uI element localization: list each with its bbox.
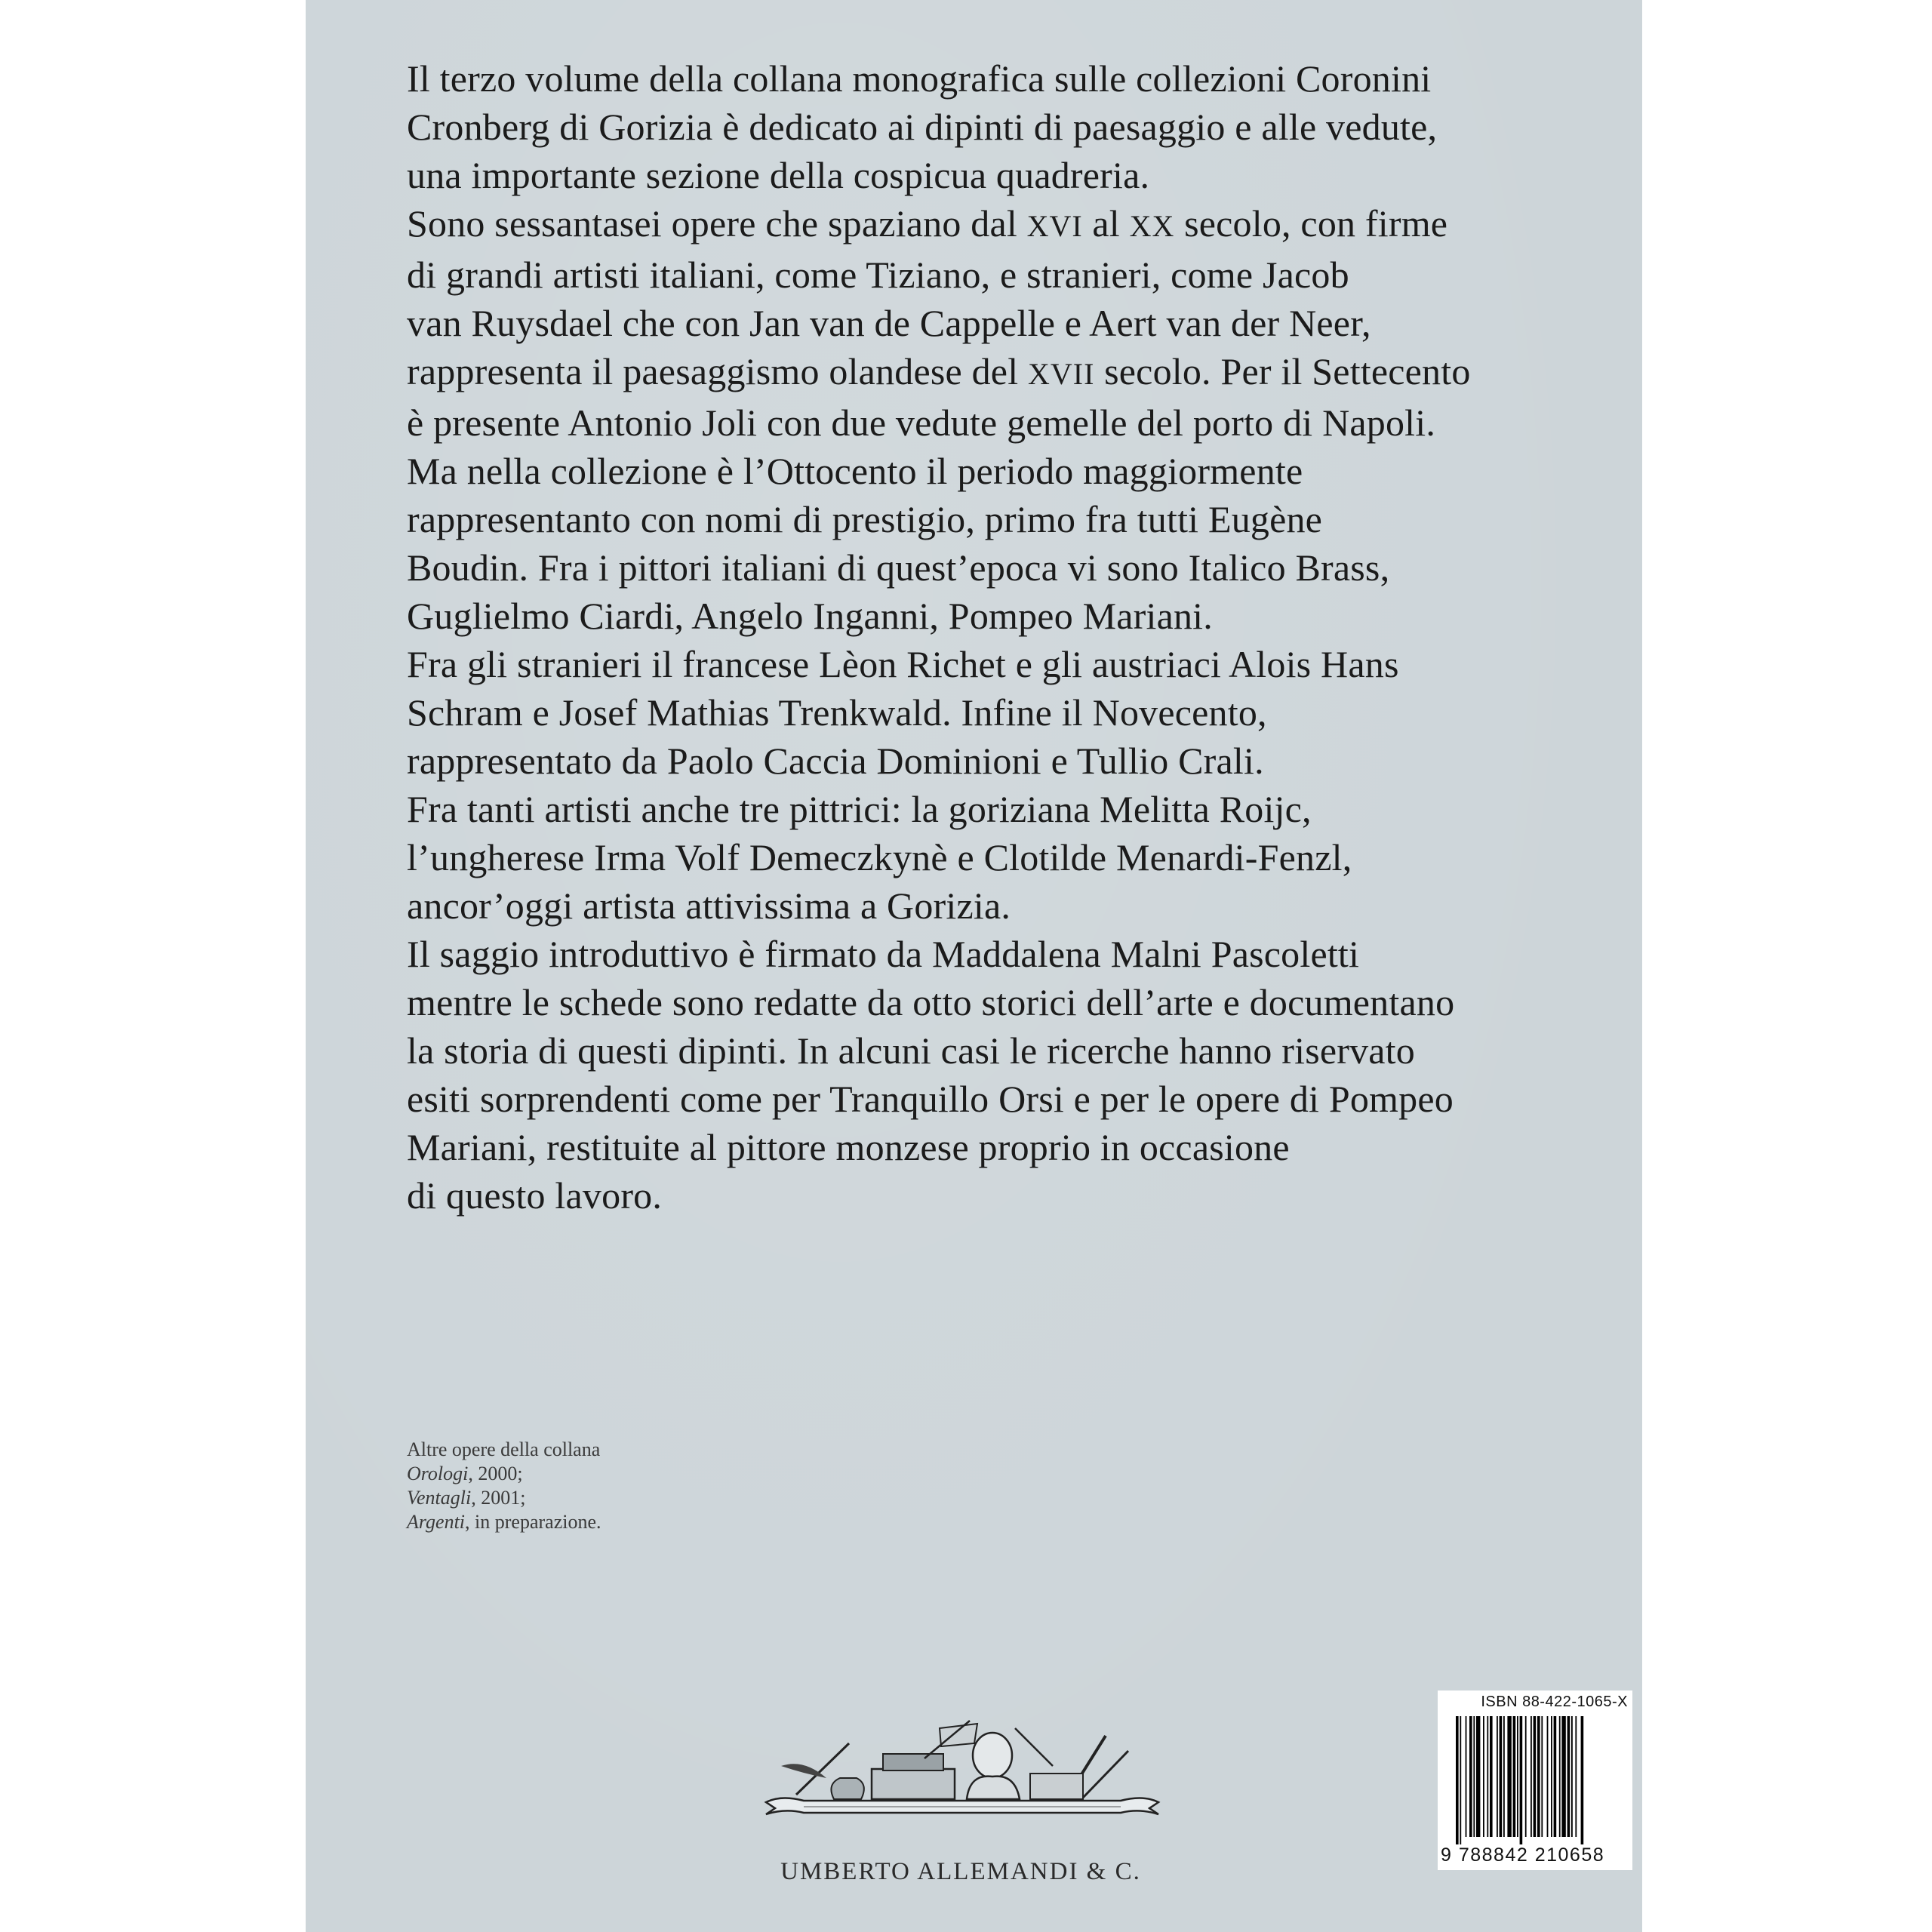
barcode-bar xyxy=(1500,1716,1503,1837)
barcode-bar xyxy=(1537,1716,1540,1837)
isbn-barcode-box xyxy=(1438,1690,1632,1870)
barcode-bar xyxy=(1559,1716,1561,1837)
barcode-bar xyxy=(1469,1716,1472,1837)
series-item: Argenti, in preparazione. xyxy=(407,1511,601,1533)
barcode-bar xyxy=(1581,1716,1584,1844)
text-line: la storia di questi dipinti. In alcuni casi le ricerche hanno riservato xyxy=(407,1029,1415,1072)
text-line: rappresentanto con nomi di prestigio, primo fra tutti Eugène xyxy=(407,498,1323,540)
barcode-bar xyxy=(1517,1716,1518,1837)
publisher-logo-engraving xyxy=(751,1713,1174,1834)
description-text xyxy=(407,54,1554,1220)
series-item: Orologi, 2000; xyxy=(407,1463,523,1484)
text-line: van Ruysdael che con Jan van de Cappelle e Aert van der Neer, xyxy=(407,302,1371,344)
barcode-bar xyxy=(1571,1716,1573,1837)
text-line: Fra tanti artisti anche tre pittrici: la goriziana Melitta Roijc, xyxy=(407,788,1312,830)
barcode-bar xyxy=(1575,1716,1577,1837)
barcode-bar xyxy=(1541,1716,1543,1837)
text-line: Boudin. Fra i pittori italiani di quest’epoca vi sono Italico Brass, xyxy=(407,546,1390,589)
text-line: Cronberg di Gorizia è dedicato ai dipinti di paesaggio e alle vedute, xyxy=(407,106,1438,148)
barcode-digits: 9 788842 210658 xyxy=(1441,1844,1605,1866)
book-back-cover xyxy=(306,0,1642,1932)
barcode-bar xyxy=(1503,1716,1505,1837)
barcode-bar xyxy=(1487,1716,1488,1837)
text-line: esiti sorprendenti come per Tranquillo Orsi e per le opere di Pompeo xyxy=(407,1078,1454,1120)
barcode-bar xyxy=(1525,1716,1527,1837)
publisher-name: UMBERTO ALLEMANDI & C. xyxy=(780,1858,1141,1885)
text-line: Fra gli stranieri il francese Lèon Richet e gli austriaci Alois Hans xyxy=(407,643,1399,685)
text-line: mentre le schede sono redatte da otto storici dell’arte e documentano xyxy=(407,981,1455,1023)
series-list xyxy=(407,1438,601,1534)
barcode-bar xyxy=(1490,1716,1493,1837)
barcode-bar xyxy=(1476,1716,1480,1837)
text-line: Schram e Josef Mathias Trenkwald. Infine il Novecento, xyxy=(407,691,1267,734)
barcode-bar xyxy=(1554,1716,1557,1837)
text-line: di questo lavoro. xyxy=(407,1174,663,1217)
barcode-bar xyxy=(1561,1716,1565,1837)
text-line: Ma nella collezione è l’Ottocento il periodo maggiormente xyxy=(407,450,1303,492)
barcode-bar xyxy=(1473,1716,1475,1837)
barcode-bar xyxy=(1520,1716,1523,1844)
barcode-bar xyxy=(1547,1716,1549,1837)
barcode-bar xyxy=(1483,1716,1484,1837)
barcode-bar xyxy=(1551,1716,1552,1837)
text-line: una importante sezione della cospicua quadreria. xyxy=(407,154,1150,196)
barcode-bar xyxy=(1531,1716,1532,1837)
series-heading: Altre opere della collana xyxy=(407,1438,601,1460)
text-line: di grandi artisti italiani, come Tiziano, e stranieri, come Jacob xyxy=(407,254,1349,296)
text-line: rappresenta il paesaggismo olandese del XVII secolo. Per il Settecento xyxy=(407,350,1471,392)
text-line: Il terzo volume della collana monografica sulle collezioni Coronini xyxy=(407,57,1432,100)
barcode-bar xyxy=(1567,1716,1571,1837)
text-line: Mariani, restituite al pittore monzese proprio in occasione xyxy=(407,1126,1290,1168)
barcode xyxy=(1456,1716,1626,1844)
text-line: Sono sessantasei opere che spaziano dal XVI al XX secolo, con firme xyxy=(407,202,1448,245)
barcode-bar xyxy=(1466,1716,1467,1837)
text-line: Il saggio introduttivo è firmato da Maddalena Malni Pascoletti xyxy=(407,933,1360,975)
barcode-bar xyxy=(1507,1716,1511,1837)
text-line: ancor’oggi artista attivissima a Gorizia. xyxy=(407,884,1011,927)
barcode-bar xyxy=(1460,1716,1461,1844)
text-line: rappresentato da Paolo Caccia Dominioni e Tullio Crali. xyxy=(407,740,1264,782)
barcode-bar xyxy=(1456,1716,1459,1844)
barcode-bar xyxy=(1497,1716,1498,1837)
series-item: Ventagli, 2001; xyxy=(407,1487,526,1509)
text-line: è presente Antonio Joli con due vedute gemelle del porto di Napoli. xyxy=(407,401,1436,444)
isbn-label: ISBN 88-422-1065-X xyxy=(1481,1694,1628,1710)
text-line: Guglielmo Ciardi, Angelo Inganni, Pompeo Mariani. xyxy=(407,595,1213,637)
barcode-bar xyxy=(1513,1716,1516,1837)
barcode-bar xyxy=(1534,1716,1537,1837)
text-line: l’ungherese Irma Volf Demeczkynè e Clotilde Menardi-Fenzl, xyxy=(407,836,1352,878)
